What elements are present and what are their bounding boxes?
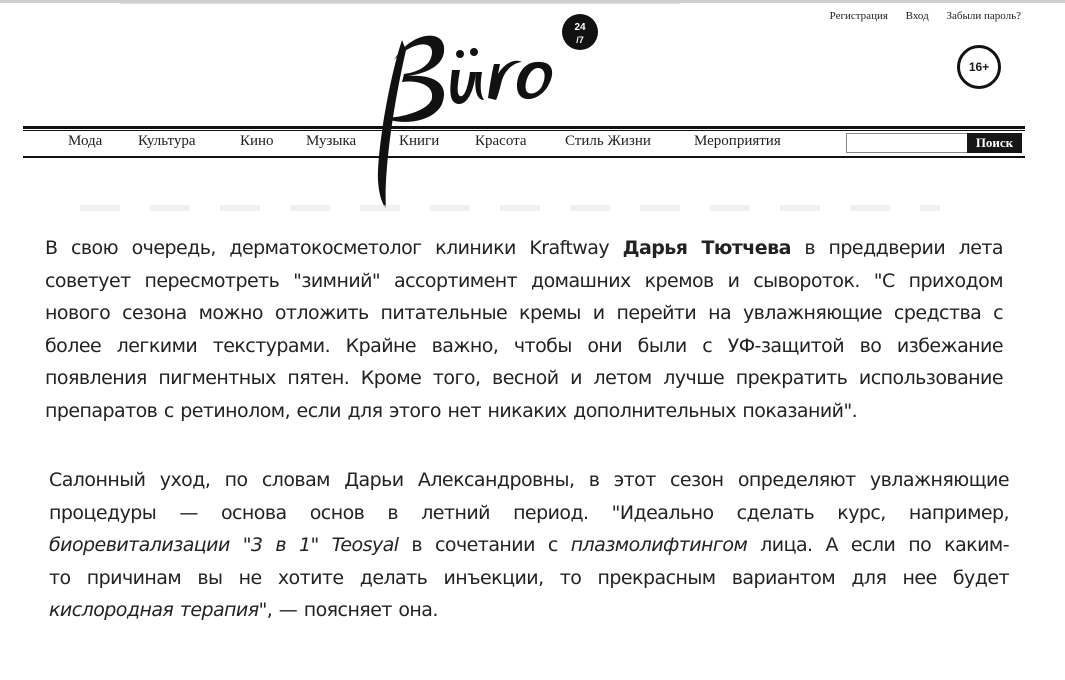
main-nav xyxy=(0,133,840,155)
svg-text:24: 24 xyxy=(574,22,586,33)
nav-item-books[interactable]: Книги xyxy=(399,133,440,149)
expert-name: Дарья Тютчева xyxy=(622,237,791,259)
nav-item-music[interactable]: Музыка xyxy=(306,133,357,149)
paragraph-line: процедуры — основа основ в летний период. "Идеально сделать курс, например, xyxy=(49,501,1009,524)
paragraph-line: то причинам вы не хотите делать инъекции, то прекрасным вариантом для нее будет xyxy=(49,566,1009,589)
nav-item-beauty[interactable]: Красота xyxy=(475,133,527,149)
nav-item-fashion[interactable]: Мода xyxy=(68,133,103,149)
paragraph-line: советует пересмотреть "зимний" ассортимент домашних кремов и сывороток. "С приходом xyxy=(45,269,1003,292)
nav-top-rule xyxy=(23,126,1025,129)
nav-item-culture[interactable]: Культура xyxy=(138,133,196,149)
nav-bottom-rule xyxy=(23,156,1025,158)
forgot-password-link[interactable]: Забыли пароль? xyxy=(946,10,1021,22)
nav-item-lifestyle[interactable]: Стиль Жизни xyxy=(565,133,651,149)
svg-text:/7: /7 xyxy=(576,35,584,45)
procedure-name: биоревитализации "3 в 1" Teosyal xyxy=(49,534,399,556)
browser-top-strip-line xyxy=(120,3,680,4)
account-links xyxy=(815,10,1021,22)
procedure-name: плазмолифтингом xyxy=(570,534,748,556)
search-button[interactable]: Поиск xyxy=(967,133,1022,153)
login-link[interactable]: Вход xyxy=(905,10,929,22)
paragraph-line: биоревитализации "3 в 1" Teosyal в сочетании с плазмолифтингом лица. А если по каким- xyxy=(49,534,1009,556)
nav-top-rule-thin xyxy=(23,130,1025,131)
nav-item-events[interactable]: Мероприятия xyxy=(694,133,781,149)
age-rating-badge: 16+ xyxy=(957,45,1001,89)
paragraph-line: В свою очередь, дерматокосметолог клиники Kraftway Дарья Тютчева в преддверии лета xyxy=(45,237,1003,259)
paragraph-line: кислородная терапия", — поясняет она. xyxy=(49,599,438,621)
paragraph-line: появления пигментных пятен. Кроме того, весной и летом лучше прекратить использование xyxy=(45,367,1003,389)
nav-item-cinema[interactable]: Кино xyxy=(240,133,274,149)
search-input[interactable] xyxy=(846,133,968,153)
register-link[interactable]: Регистрация xyxy=(829,10,888,22)
paragraph-line: Салонный уход, по словам Дарьи Александровны, в этот сезон определяют увлажняющие xyxy=(49,469,1009,491)
buro-logo[interactable] xyxy=(372,10,622,210)
paragraph-line: препаратов с ретинолом, если для этого нет никаких дополнительных показаний". xyxy=(45,399,858,422)
article-paragraph-1 xyxy=(45,232,1003,427)
procedure-name: кислородная терапия" xyxy=(49,599,267,621)
article-paragraph-2 xyxy=(49,464,1009,627)
faded-text-remnant xyxy=(80,205,940,211)
paragraph-line: более легкими текстурами. Крайне важно, чтобы они были с УФ-защитой во избежание xyxy=(45,334,1003,357)
paragraph-line: нового сезона можно отложить питательные кремы и перейти на увлажняющие средства с xyxy=(45,302,1003,324)
